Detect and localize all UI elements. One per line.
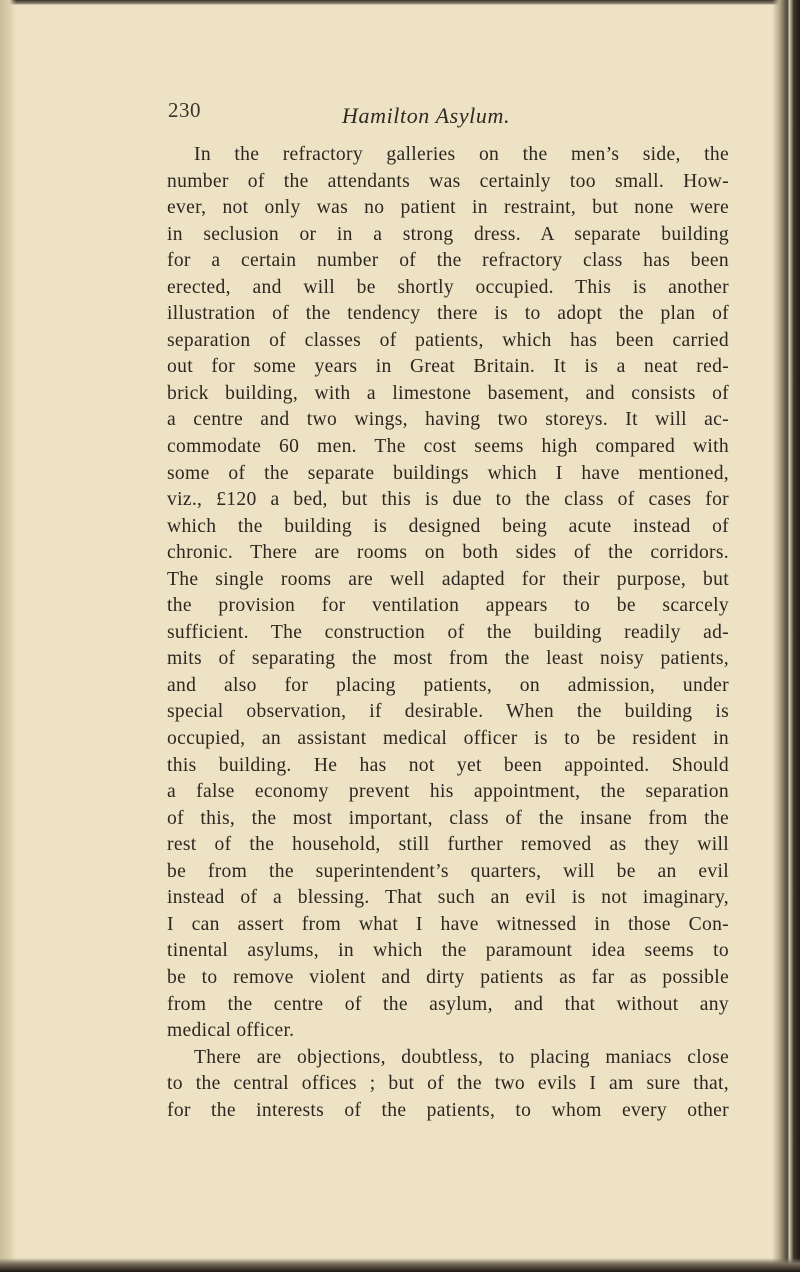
text-line: the provision for ventilation appears to be scarcely xyxy=(167,595,729,617)
text-line: rest of the household, still further removed as they will xyxy=(167,834,729,856)
body-text xyxy=(167,142,729,1124)
text-line: ever, not only was no patient in restraint, but none were xyxy=(167,197,729,219)
text-line: in seclusion or in a strong dress. A separate building xyxy=(167,223,729,245)
text-line: a centre and two wings, having two storeys. It will ac- xyxy=(167,409,729,431)
text-line: out for some years in Great Britain. It is a neat red- xyxy=(167,356,729,378)
text-line: tinental asylums, in which the paramount idea seems to xyxy=(167,940,729,962)
text-line: for the interests of the patients, to whom every other xyxy=(167,1099,729,1121)
text-line: mits of separating the most from the least noisy patients, xyxy=(167,648,729,670)
page-number: 230 xyxy=(168,98,201,122)
text-line: I can assert from what I have witnessed in those Con- xyxy=(167,913,729,935)
text-line: chronic. There are rooms on both sides of the corridors. xyxy=(167,542,729,564)
text-line: for a certain number of the refractory class has been xyxy=(167,250,729,272)
text-line: be to remove violent and dirty patients as far as possible xyxy=(167,966,729,988)
text-line: brick building, with a limestone basement, and consists of xyxy=(167,382,729,404)
page-gutter xyxy=(0,0,16,1272)
text-line: separation of classes of patients, which has been carried xyxy=(167,329,729,351)
page-bottom-edge xyxy=(0,1258,800,1272)
text-line: commodate 60 men. The cost seems high compared with xyxy=(167,436,729,458)
running-head: Hamilton Asylum. xyxy=(342,103,511,128)
text-line: sufficient. The construction of the building readily ad- xyxy=(167,621,729,643)
text-line: There are objections, doubtless, to placing maniacs close xyxy=(194,1046,729,1068)
text-line: illustration of the tendency there is to adopt the plan of xyxy=(167,303,729,325)
text-line: to the central offices ; but of the two evils I am sure that, xyxy=(167,1073,729,1095)
text-line: The single rooms are well adapted for their purpose, but xyxy=(167,568,729,590)
text-line: number of the attendants was certainly too small. How- xyxy=(167,170,729,192)
text-line: which the building is designed being acute instead of xyxy=(167,515,729,537)
text-line: from the centre of the asylum, and that without any xyxy=(167,993,729,1015)
page-right-edge xyxy=(772,0,800,1272)
text-line: viz., £120 a bed, but this is due to the class of cases for xyxy=(167,489,729,511)
text-line: this building. He has not yet been appointed. Should xyxy=(167,754,729,776)
text-line: be from the superintendent’s quarters, will be an evil xyxy=(167,860,729,882)
page-top-edge xyxy=(0,0,800,5)
text-line: occupied, an assistant medical officer is to be resident in xyxy=(167,728,729,750)
text-line: erected, and will be shortly occupied. This is another xyxy=(167,276,729,298)
text-line: and also for placing patients, on admission, under xyxy=(167,674,729,696)
text-line: a false economy prevent his appointment, the separation xyxy=(167,781,729,803)
text-line: medical officer. xyxy=(167,1020,295,1042)
text-line: special observation, if desirable. When the building is xyxy=(167,701,729,723)
text-line: instead of a blessing. That such an evil is not imaginary, xyxy=(167,887,729,909)
text-line: some of the separate buildings which I have mentioned, xyxy=(167,462,729,484)
text-line: of this, the most important, class of the insane from the xyxy=(167,807,729,829)
page-header xyxy=(168,98,668,132)
text-line: In the refractory galleries on the men’s side, the xyxy=(194,144,729,165)
